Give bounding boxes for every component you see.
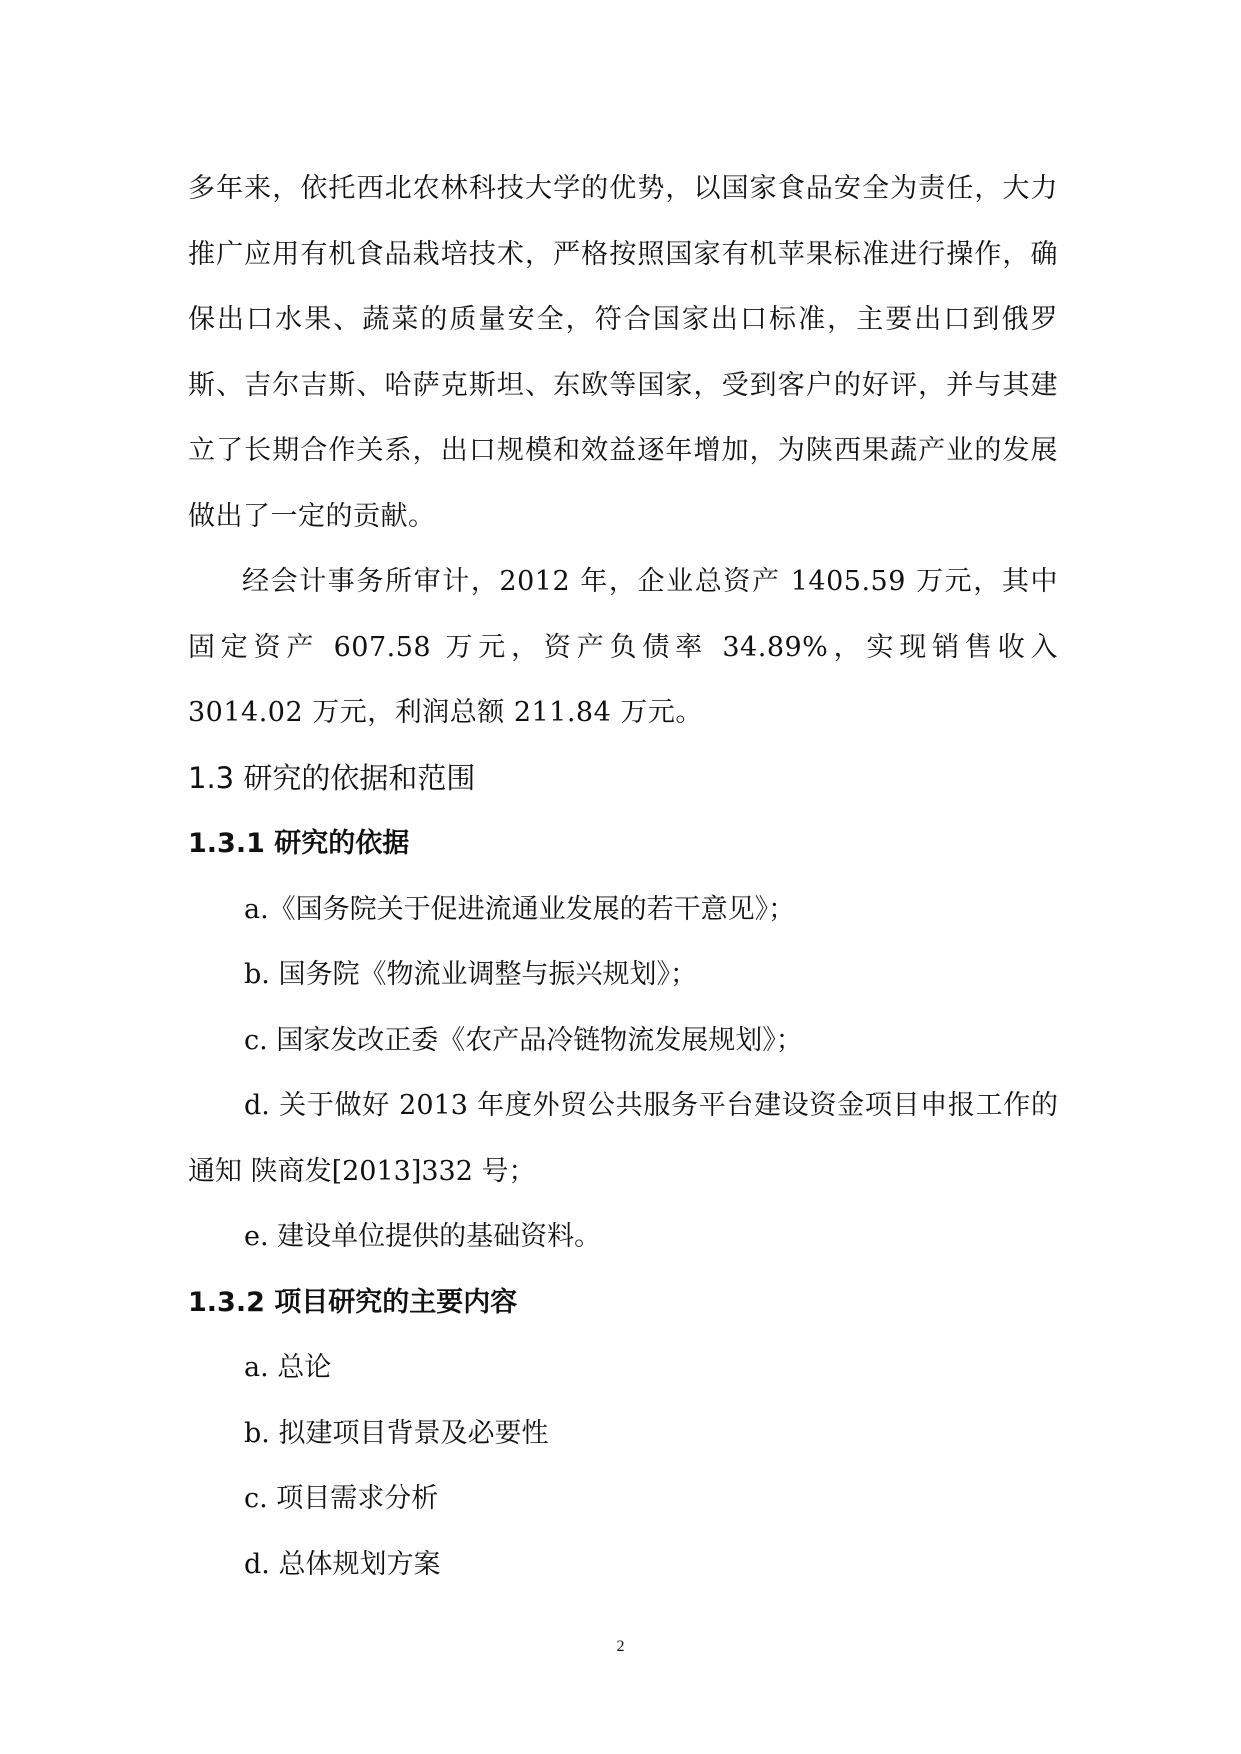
subsection-heading-1-3-2: 1.3.2 项目研究的主要内容 [188, 1286, 518, 1318]
content-item-d: d. 总体规划方案 [244, 1548, 441, 1580]
page-number: 2 [616, 1638, 625, 1655]
page-content [188, 156, 1058, 1597]
paragraph-financial-summary: 经会计事务所审计，2012 年，企业总资产 1405.59 万元，其中固定资产 607.58 万元，资产负债率 34.89%，实现销售收入 3014.02 万元，利润总额 211.84 万元。 [188, 566, 1058, 728]
content-item-c: c. 项目需求分析 [244, 1483, 439, 1514]
subsection-heading-1-3-1: 1.3.1 研究的依据 [188, 828, 410, 859]
paragraph-company-overview: 多年来，依托西北农林科技大学的优势，以国家食品安全为责任，大力推广应用有机食品栽培技术，严格按照国家有机苹果标准进行操作，确保出口水果、蔬菜的质量安全，符合国家出口标准，主要出口到俄罗斯、吉尔吉斯、哈萨克斯坦、东欧等国家，受到客户的好评，并与其建立了长期合作关系，出口规模和效益逐年增加，为陕西果蔬产业的发展做出了一定的贡献。 [188, 173, 1058, 532]
section-heading-1-3: 1.3 研究的依据和范围 [188, 760, 476, 795]
basis-item-b: b. 国务院《物流业调整与振兴规划》； [244, 959, 697, 990]
basis-item-a: a.《国务院关于促进流通业发展的若干意见》； [244, 893, 796, 925]
basis-item-e: e. 建设单位提供的基础资料。 [244, 1221, 602, 1252]
content-item-a: a. 总论 [244, 1352, 332, 1383]
basis-item-d: d. 关于做好 2013 年度外贸公共服务平台建设资金项目申报工作的通知 陕商发[2013]332 号； [188, 1090, 1058, 1187]
content-item-b: b. 拟建项目背景及必要性 [244, 1417, 549, 1449]
basis-item-c: c. 国家发改正委《农产品冷链物流发展规划》； [244, 1024, 803, 1056]
